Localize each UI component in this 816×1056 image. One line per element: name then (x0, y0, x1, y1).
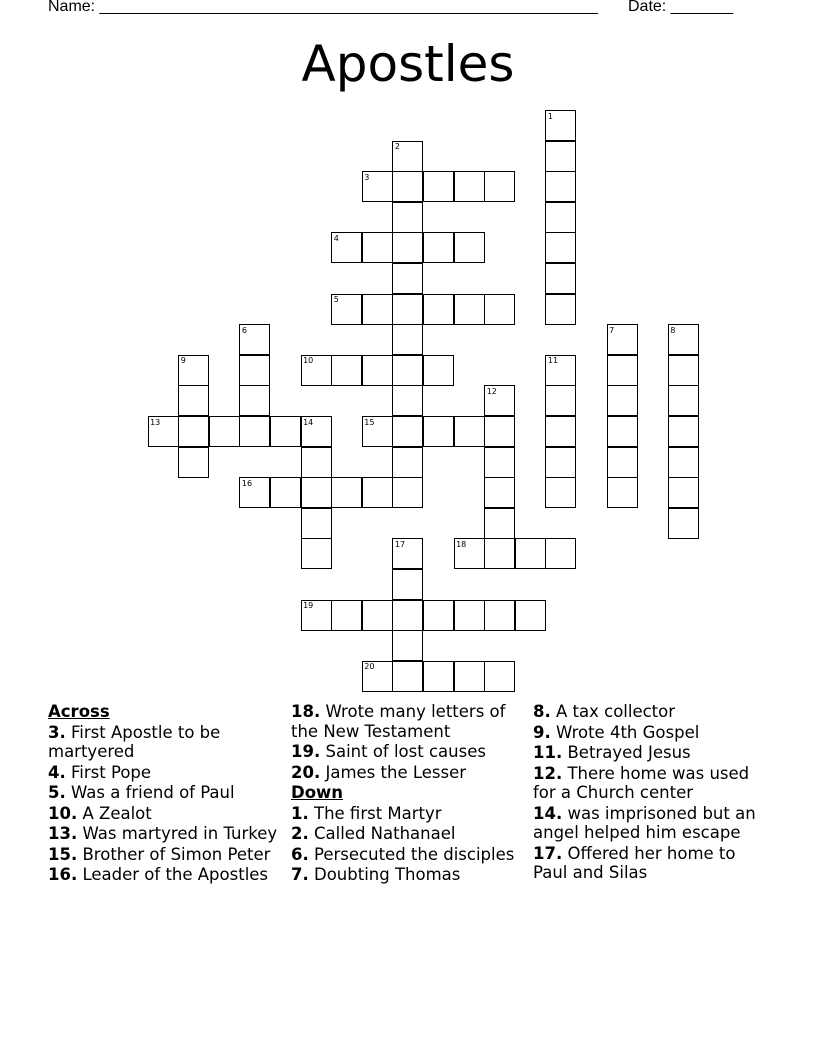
down-clue (291, 845, 527, 865)
across-clue (48, 723, 284, 762)
page-title: Apostles (301, 35, 515, 93)
grid-cell[interactable] (392, 294, 423, 325)
grid-cell[interactable] (545, 141, 576, 172)
grid-cell[interactable] (392, 569, 423, 600)
grid-cell[interactable] (331, 477, 362, 508)
clue-number: 8. (533, 702, 551, 721)
clue-text: There home was used for a Church center (533, 763, 750, 802)
clue-number: 14. (533, 803, 563, 823)
grid-cell[interactable] (484, 508, 515, 539)
clue-number-label: 2 (394, 142, 400, 152)
grid-cell[interactable] (454, 600, 485, 631)
grid-cell[interactable] (484, 538, 515, 569)
name-field-label: Name: ________________________________________________________ (48, 0, 598, 15)
grid-cell[interactable] (423, 600, 454, 631)
grid-cell[interactable] (668, 385, 699, 416)
grid-cell[interactable] (484, 477, 515, 508)
clue-text: Wrote 4th Gospel (550, 722, 700, 742)
clue-number: 11. (533, 743, 563, 762)
across-clue (48, 824, 284, 844)
grid-cell[interactable] (668, 416, 699, 447)
grid-cell[interactable] (362, 294, 393, 325)
clue-text: Wrote many letters of the New Testament (291, 702, 506, 741)
grid-cell[interactable] (423, 232, 454, 263)
grid-cell[interactable] (178, 447, 209, 478)
clue-number: 15. (48, 844, 78, 864)
grid-cell[interactable] (270, 477, 301, 508)
clue-number-label: 3 (364, 172, 370, 182)
clue-number: 19. (291, 742, 321, 761)
down-clue (533, 764, 769, 803)
clue-number: 9. (533, 722, 551, 742)
grid-cell[interactable] (392, 232, 423, 263)
grid-cell[interactable] (178, 416, 209, 447)
down-clue (533, 702, 769, 722)
grid-cell[interactable] (515, 538, 546, 569)
grid-cell[interactable] (392, 416, 423, 447)
grid-cell[interactable] (392, 355, 423, 386)
grid-cell[interactable] (607, 447, 638, 478)
grid-cell[interactable] (484, 661, 515, 692)
clue-number: 2. (291, 824, 309, 843)
clue-text: Leader of the Apostles (77, 865, 269, 884)
down-clue (291, 804, 527, 824)
grid-cell[interactable] (484, 171, 515, 202)
clue-number: 17. (533, 843, 563, 863)
clue-text: James the Lesser (320, 762, 467, 782)
clue-number-label: 14 (303, 417, 314, 427)
grid-cell[interactable] (392, 477, 423, 508)
clue-number-label: 20 (364, 662, 375, 672)
clue-number: 16. (48, 865, 78, 884)
clue-text: A tax collector (550, 702, 676, 721)
clue-number-label: 18 (456, 539, 467, 549)
grid-cell[interactable] (392, 324, 423, 355)
clue-text: Saint of lost causes (320, 742, 486, 761)
across-clue (291, 742, 527, 762)
grid-cell[interactable] (454, 232, 485, 263)
clue-number-label: 19 (303, 601, 314, 611)
clue-number: 6. (291, 844, 309, 864)
clue-number-label: 1 (547, 111, 553, 121)
clue-text: Doubting Thomas (308, 865, 461, 884)
clue-number: 7. (291, 865, 309, 884)
grid-cell[interactable] (178, 385, 209, 416)
grid-cell[interactable] (607, 477, 638, 508)
clue-number: 12. (533, 763, 563, 783)
clue-number: 1. (291, 803, 309, 823)
grid-cell[interactable] (607, 416, 638, 447)
grid-cell[interactable] (301, 477, 332, 508)
grid-cell[interactable] (392, 600, 423, 631)
grid-cell[interactable] (454, 171, 485, 202)
clue-text: Persecuted the disciples (308, 844, 515, 864)
grid-cell[interactable] (392, 385, 423, 416)
grid-cell[interactable] (484, 447, 515, 478)
grid-cell[interactable] (392, 630, 423, 661)
clue-text: First Apostle to be martyered (48, 722, 221, 761)
clue-number-label: 16 (241, 478, 253, 488)
grid-cell[interactable] (423, 294, 454, 325)
clue-text: Offered her home to Paul and Silas (533, 843, 736, 882)
grid-cell[interactable] (392, 202, 423, 233)
grid-cell[interactable] (545, 202, 576, 233)
grid-cell[interactable] (392, 447, 423, 478)
across-clue (48, 783, 284, 803)
grid-cell[interactable] (668, 508, 699, 539)
grid-cell[interactable] (331, 355, 362, 386)
grid-cell[interactable] (239, 385, 270, 416)
grid-cell[interactable] (209, 416, 240, 447)
grid-cell[interactable] (607, 385, 638, 416)
clue-number-label: 10 (303, 356, 314, 366)
grid-cell[interactable] (484, 416, 515, 447)
grid-cell[interactable] (423, 416, 454, 447)
grid-cell[interactable] (392, 263, 423, 294)
grid-cell[interactable] (331, 600, 362, 631)
clue-text: Called Nathanael (308, 824, 456, 843)
clue-text: Was a friend of Paul (65, 783, 235, 802)
grid-cell[interactable] (545, 447, 576, 478)
grid-cell[interactable] (545, 232, 576, 263)
across-clue (291, 763, 527, 783)
clue-number: 3. (48, 722, 66, 742)
clue-number-label: 15 (364, 417, 375, 427)
clue-number: 5. (48, 783, 66, 802)
across-clue (48, 763, 284, 783)
grid-cell[interactable] (668, 477, 699, 508)
clue-number: 18. (291, 702, 321, 721)
down-clue (533, 723, 769, 743)
clues-column-2 (291, 702, 527, 886)
grid-cell[interactable] (301, 508, 332, 539)
grid-cell[interactable] (484, 600, 515, 631)
grid-cell[interactable] (423, 355, 454, 386)
grid-cell[interactable] (607, 355, 638, 386)
clue-number-label: 4 (333, 233, 339, 243)
clue-number-label: 5 (333, 295, 339, 305)
down-clue (533, 844, 769, 883)
grid-cell[interactable] (454, 416, 485, 447)
clue-number: 20. (291, 762, 321, 782)
grid-cell[interactable] (392, 661, 423, 692)
grid-cell[interactable] (362, 477, 393, 508)
grid-cell[interactable] (545, 294, 576, 325)
down-heading: Down (291, 783, 344, 802)
grid-cell[interactable] (454, 294, 485, 325)
across-heading: Across (48, 702, 110, 721)
grid-cell[interactable] (270, 416, 301, 447)
grid-cell[interactable] (239, 355, 270, 386)
clue-number-label: 17 (394, 539, 406, 549)
grid-cell[interactable] (515, 600, 546, 631)
clue-text: A Zealot (77, 803, 152, 823)
grid-cell[interactable] (545, 538, 576, 569)
across-clue (48, 804, 284, 824)
clue-text: was imprisoned but an angel helped him escape (533, 803, 756, 842)
clue-text: Betrayed Jesus (562, 743, 691, 762)
grid-cell[interactable] (454, 661, 485, 692)
down-clue (291, 824, 527, 844)
grid-cell[interactable] (545, 416, 576, 447)
clue-text: The first Martyr (308, 803, 442, 823)
grid-cell[interactable] (362, 355, 393, 386)
date-field-label: Date: _______ (628, 0, 733, 15)
clues-column-1 (48, 702, 284, 886)
grid-cell[interactable] (545, 477, 576, 508)
down-clue (533, 804, 769, 843)
clue-text: First Pope (65, 762, 152, 782)
clue-number-label: 7 (609, 325, 615, 335)
across-clue (291, 702, 527, 741)
clue-text: Was martyred in Turkey (77, 824, 278, 843)
grid-cell[interactable] (239, 416, 270, 447)
grid-cell[interactable] (668, 447, 699, 478)
grid-cell[interactable] (545, 171, 576, 202)
grid-cell[interactable] (362, 600, 393, 631)
clue-number-label: 12 (486, 386, 497, 396)
grid-cell[interactable] (423, 661, 454, 692)
clue-text: Brother of Simon Peter (77, 844, 271, 864)
grid-cell[interactable] (423, 171, 454, 202)
grid-cell[interactable] (545, 385, 576, 416)
grid-cell[interactable] (392, 171, 423, 202)
clue-number: 13. (48, 824, 78, 843)
across-clue (48, 845, 284, 865)
grid-cell[interactable] (668, 355, 699, 386)
down-clue (291, 865, 527, 885)
clue-number-label: 11 (547, 356, 559, 366)
grid-cell[interactable] (301, 538, 332, 569)
clue-number: 10. (48, 803, 78, 823)
clue-number: 4. (48, 762, 66, 782)
clue-number-label: 8 (670, 325, 676, 335)
across-clue (48, 865, 284, 885)
down-clue (533, 743, 769, 763)
grid-cell[interactable] (545, 263, 576, 294)
clue-number-label: 13 (150, 417, 161, 427)
clue-number-label: 6 (241, 325, 247, 335)
grid-cell[interactable] (301, 447, 332, 478)
grid-cell[interactable] (362, 232, 393, 263)
grid-cell[interactable] (484, 294, 515, 325)
clue-number-label: 9 (180, 356, 186, 366)
clues-column-3 (533, 702, 769, 884)
